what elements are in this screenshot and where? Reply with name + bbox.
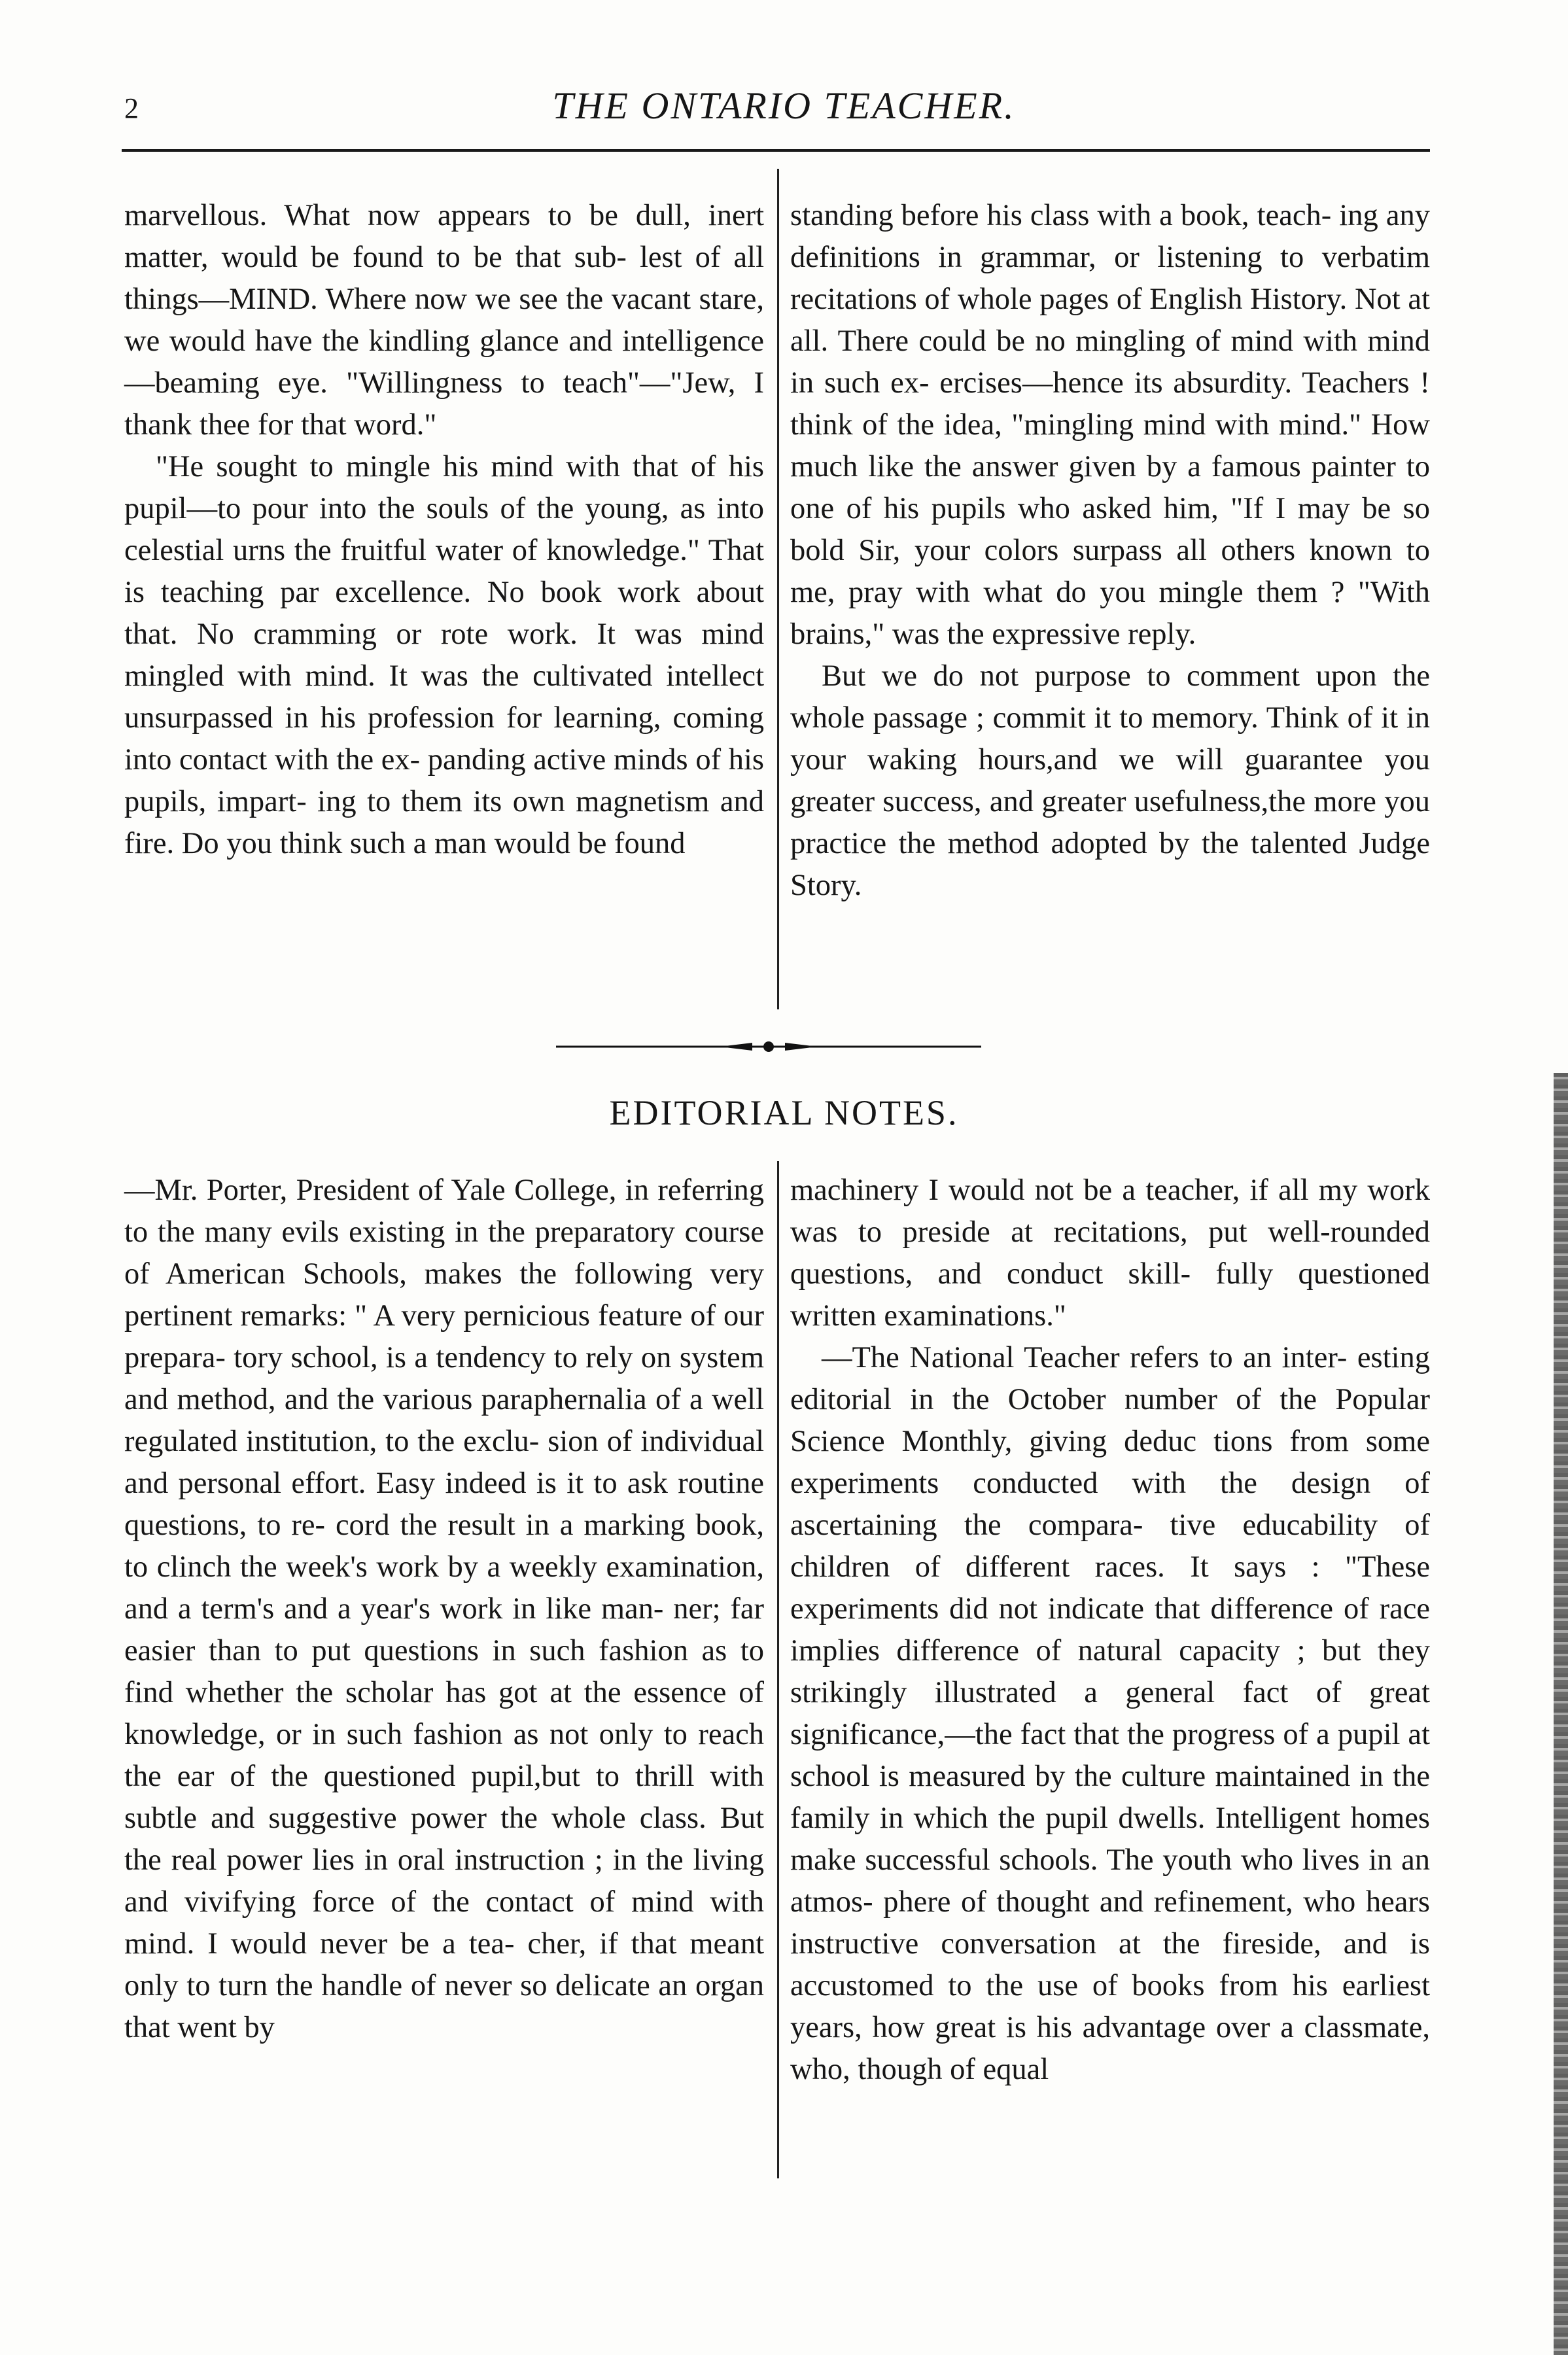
paragraph: marvellous. What now appears to be dull, inert matter, would be found to be that sub- lest of all things—MIND. Where now we see the vacant stare, we would have the kindling glance and intelligence—beaming eye. "Willingness to teach"—"Jew, I thank thee for that word." <box>124 199 764 442</box>
paragraph: standing before his class with a book, teach- ing any definitions in grammar, or listening to verbatim recitations of whole pages of English History. Not at all. There could be no mingling of mind with mind in such ex- ercises—hence its absurdity. Teachers ! think of the idea, "mingling mind with mind." How much like the answer given by a famous painter to one of his pupils who asked him, "If I may be so bold Sir, your colors surpass all others known to me, pray with what do you mingle them ? "With brains," was the expressive reply. <box>790 199 1430 651</box>
editorial-right-column <box>790 1170 1430 2091</box>
paragraph: —The National Teacher refers to an inter- esting editorial in the October number of the Popular Science Monthly, giving deduc tions from some experiments conducted with the design of ascertaining the compara- tive educability of children of different races. It says : "These experiments did not indicate that difference of race implies difference of natural capacity ; but they strikingly illustrated a general fact of great significance,—the fact that the progress of a pupil at school is measured by the culture maintained in the family in which the pupil dwells. Intelligent homes make successful schools. The youth who lives in an atmos- phere of thought and refinement, who hears instructive conversation at the fireside, and is accustomed to the use of books from his earliest years, how great is his advantage over a classmate, who, though of equal <box>790 1341 1430 2086</box>
header-rule <box>122 149 1430 152</box>
running-head: THE ONTARIO TEACHER. <box>552 84 1016 127</box>
ornament-divider <box>556 1034 981 1060</box>
article-right-column <box>790 195 1430 907</box>
article-left-column <box>124 195 764 865</box>
editorial-left-column <box>124 1170 764 2049</box>
section-heading: EDITORIAL NOTES. <box>609 1093 959 1132</box>
column-divider <box>777 169 779 1009</box>
paragraph: machinery I would not be a teacher, if all my work was to preside at recitations, put well-rounded questions, and conduct skill- fully questioned written examinations." <box>790 1174 1430 1333</box>
paragraph: "He sought to mingle his mind with that of his pupil—to pour into the souls of the young, as into celestial urns the fruitful water of knowledge." That is teaching par excellence. No book work about that. No cramming or rote work. It was mind mingled with mind. It was the cultivated intellect unsurpassed in his profession for learning, coming into contact with the ex- panding active minds of his pupils, impart- ing to them its own magnetism and fire. Do you think such a man would be found <box>124 450 764 860</box>
scan-binding-edge <box>1554 1073 1568 2355</box>
paragraph: But we do not purpose to comment upon the whole passage ; commit it to memory. Think of it in your waking hours,and we will guarantee you greater success, and greater usefulness,the more you practice the method adopted by the talented Judge Story. <box>790 659 1430 902</box>
paragraph: —Mr. Porter, President of Yale College, in referring to the many evils existing in the preparatory course of American Schools, makes the following very pertinent remarks: " A very pernicious feature of our prepara- tory school, is a tendency to rely on system and method, and the various paraphernalia of a well regulated institution, to the exclu- sion of individual and personal effort. Easy indeed is it to ask routine questions, to re- cord the result in a marking book, to clinch the week's work by a weekly examination, and a term's and a year's work in like man- ner; far easier than to put questions in such fashion as to find whether the scholar has got at the essence of knowledge, or in such fashion as not only to reach the ear of the questioned pupil,but to thrill with subtle and suggestive power the whole class. But the real power lies in oral instruction ; in the living and vivifying force of the contact of mind with mind. I would never be a tea- cher, if that meant only to turn the handle of never so delicate an organ that went by <box>124 1174 764 2044</box>
column-divider <box>777 1161 779 2178</box>
page-number: 2 <box>124 92 139 124</box>
